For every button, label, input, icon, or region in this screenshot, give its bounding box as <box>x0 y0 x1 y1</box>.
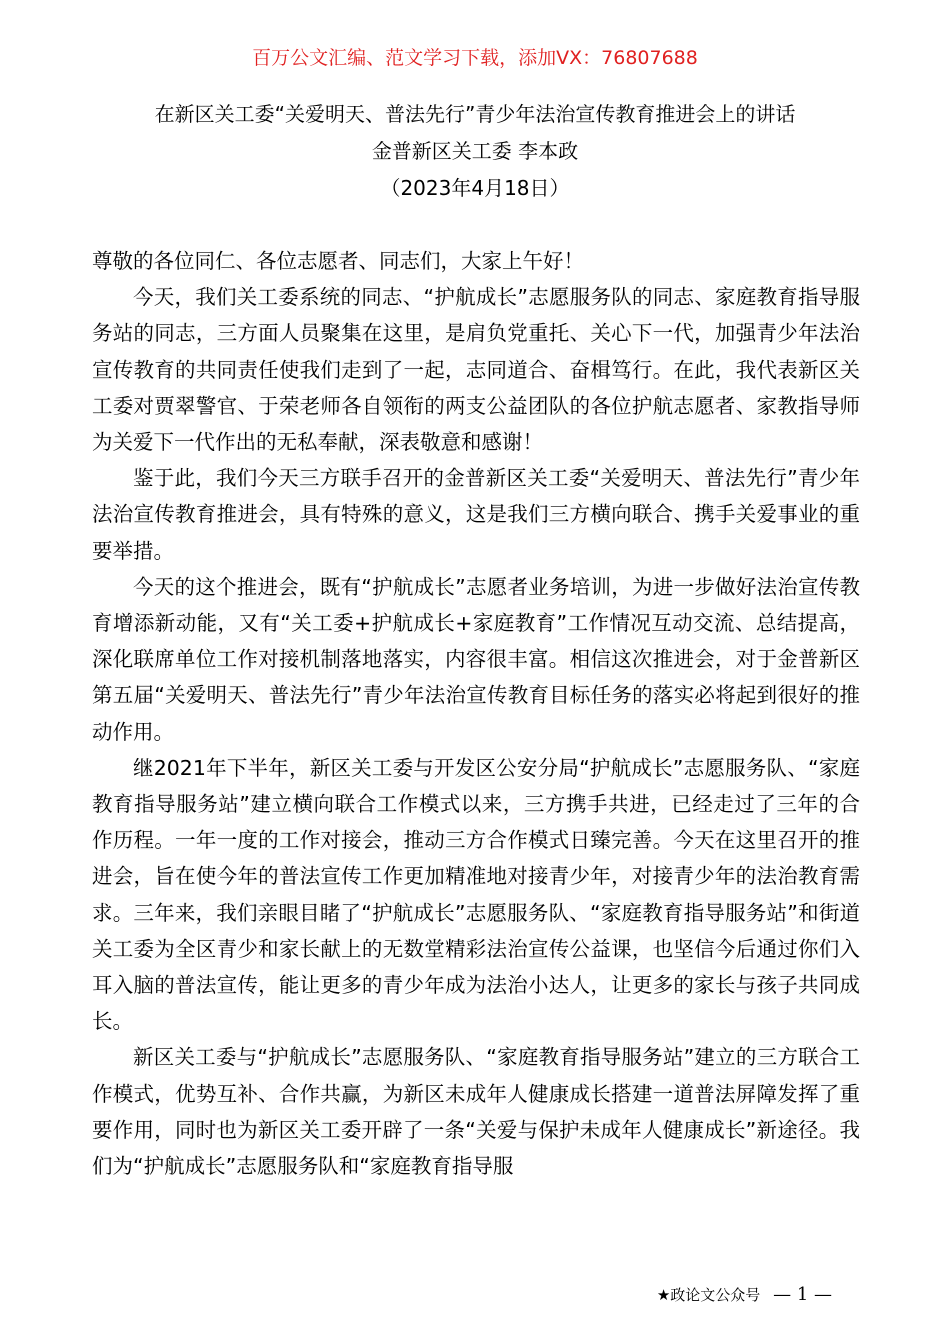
salutation: 尊敬的各位同仁、各位志愿者、同志们，大家上午好！ <box>92 249 584 273</box>
download-banner: 百万公文汇编、范文学习下载，添加VX：76807688 <box>252 47 698 69</box>
paragraph: 鉴于此，我们今天三方联手召开的金普新区关工委“关爱明天、普法先行”青少年法治宣传教育推进会，具有特殊的意义，这是我们三方横向联合、携手关爱事业的重要举措。 <box>92 466 860 563</box>
footer-source: ★政论文公众号 <box>656 1286 761 1304</box>
paragraph: 今天，我们关工委系统的同志、“护航成长”志愿服务队的同志、家庭教育指导服务站的同志，三方面人员聚集在这里，是肩负党重托、关心下一代，加强青少年法治宣传教育的共同责任使我们走到了一起，志同道合、奋楫笃行。在此，我代表新区关工委对贾翠警官、于荣老师各自领衔的两支公益团队的各位护航志愿者、家教指导师为关爱下一代作出的无私奉献，深表敬意和感谢！ <box>92 285 860 455</box>
speech-body <box>92 243 860 1184</box>
paragraph: 新区关工委与“护航成长”志愿服务队、“家庭教育指导服务站”建立的三方联合工作模式，优势互补、合作共赢，为新区未成年人健康成长搭建一道普法屏障发挥了重要作用，同时也为新区关工委开辟了一条“关爱与保护未成年人健康成长”新途径。我们为“护航成长”志愿服务队和“家庭教育指导服 <box>92 1045 860 1179</box>
speech-header <box>0 96 950 207</box>
page-number: — 1 — <box>773 1284 832 1305</box>
speech-title: 在新区关工委“关爱明天、普法先行”青少年法治宣传教育推进会上的讲话 <box>154 102 796 126</box>
speech-date: （2023年4月18日） <box>380 176 570 200</box>
speech-author: 金普新区关工委 李本政 <box>371 139 579 163</box>
paragraph: 今天的这个推进会，既有“护航成长”志愿者业务培训，为进一步做好法治宣传教育增添新动能，又有“关工委+护航成长+家庭教育”工作情况互动交流、总结提高，深化联席单位工作对接机制落地落实，内容很丰富。相信这次推进会，对于金普新区第五届“关爱明天、普法先行”青少年法治宣传教育目标任务的落实必将起到很好的推动作用。 <box>92 574 860 744</box>
page-footer <box>657 1283 832 1307</box>
paragraph: 继2021年下半年，新区关工委与开发区公安分局“护航成长”志愿服务队、“家庭教育指导服务站”建立横向联合工作模式以来，三方携手共进，已经走过了三年的合作历程。一年一度的工作对接会，推动三方合作模式日臻完善。今天在这里召开的推进会，旨在使今年的普法宣传工作更加精准地对接青少年，对接青少年的法治教育需求。三年来，我们亲眼目睹了“护航成长”志愿服务队、“家庭教育指导服务站”和街道关工委为全区青少和家长献上的无数堂精彩法治宣传公益课，也坚信今后通过你们入耳入脑的普法宣传，能让更多的青少年成为法治小达人，让更多的家长与孩子共同成长。 <box>92 755 860 1034</box>
